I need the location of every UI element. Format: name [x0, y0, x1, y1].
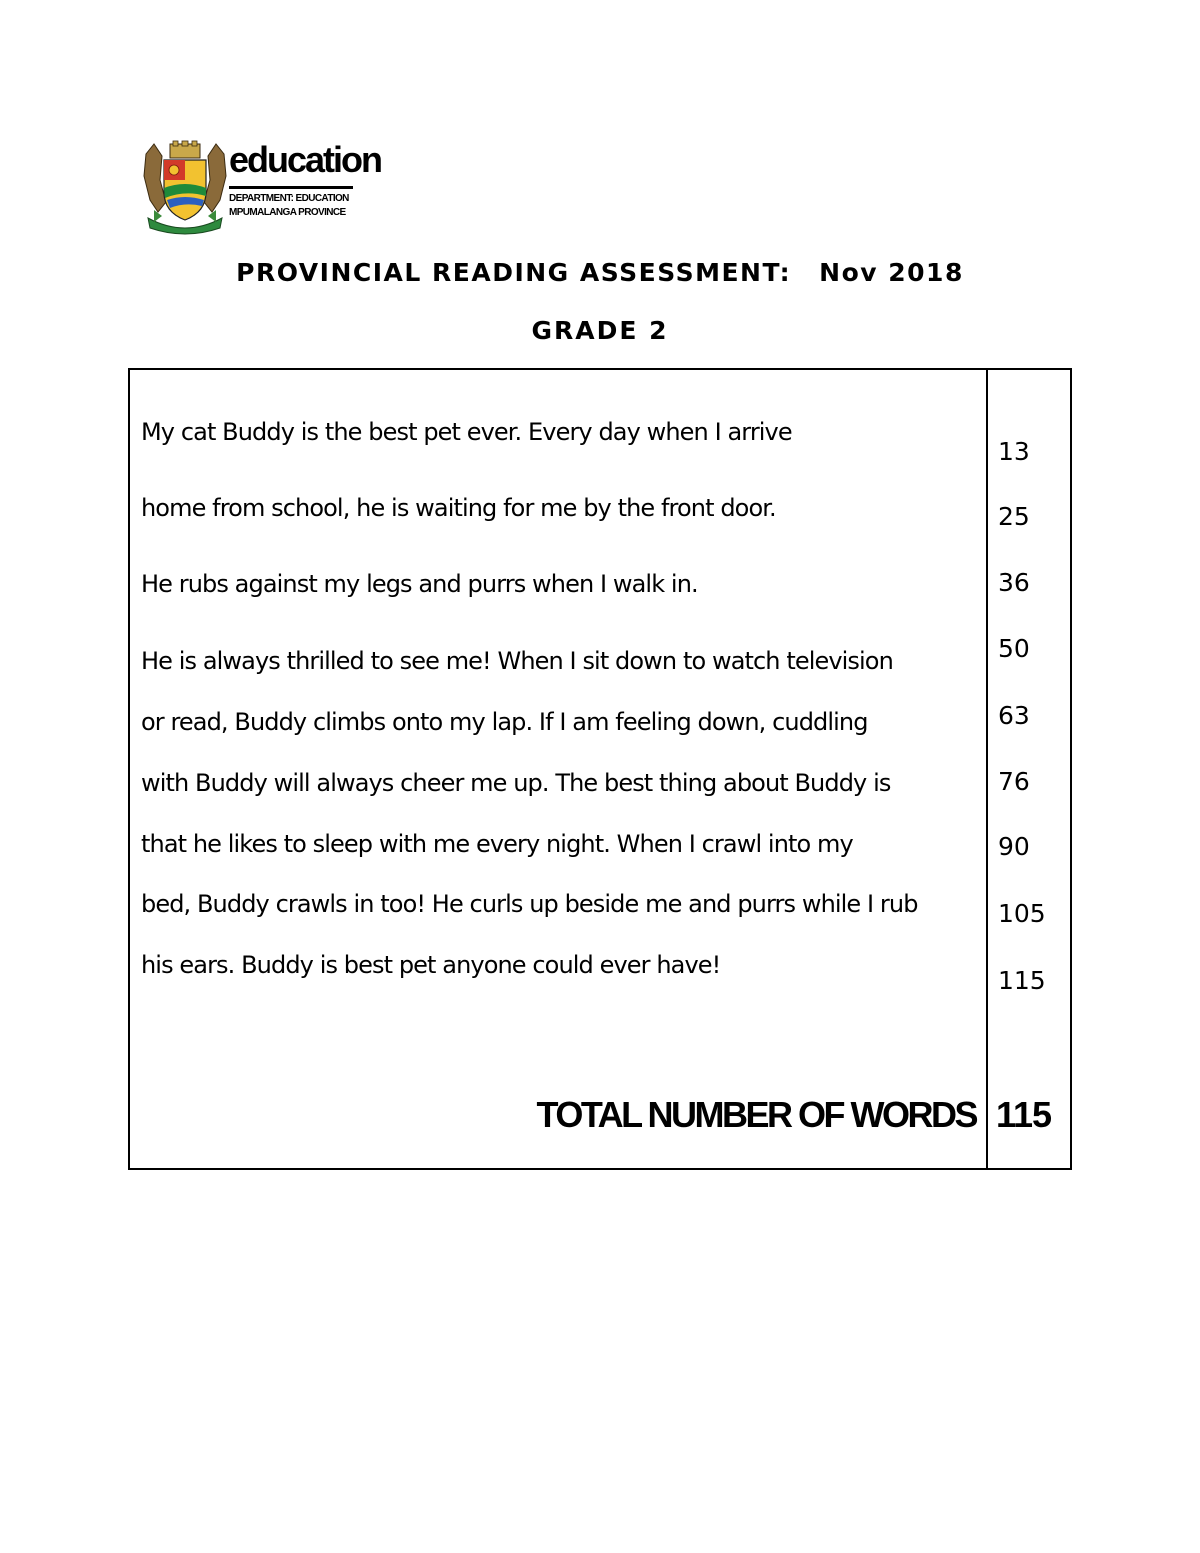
word-count-8: 105 — [998, 899, 1046, 928]
passage-line-7: that he likes to sleep with me every night. When I crawl into my — [141, 830, 853, 858]
word-count-4: 50 — [998, 634, 1030, 663]
education-department-logo — [140, 139, 382, 238]
column-divider — [986, 370, 988, 1168]
logo-wordmark: education — [229, 139, 382, 180]
passage-line-4: He is always thrilled to see me! When I sit down to watch television — [141, 647, 893, 675]
passage-line-8: bed, Buddy crawls in too! He curls up beside me and purrs while I rub — [141, 890, 918, 918]
word-count-7: 90 — [998, 832, 1030, 861]
total-words-value: 115 — [996, 1094, 1052, 1135]
mpumalanga-coat-of-arms-icon — [140, 140, 230, 238]
word-count-2: 25 — [998, 502, 1030, 531]
word-count-3: 36 — [998, 568, 1030, 597]
word-count-9: 115 — [998, 966, 1046, 995]
reading-passage-table — [128, 368, 1072, 1170]
word-count-1: 13 — [998, 437, 1030, 466]
passage-line-9: his ears. Buddy is best pet anyone could ever have! — [141, 951, 721, 979]
logo-department-text: DEPARTMENT: EDUCATION — [229, 193, 349, 204]
assessment-date: Nov 2018 — [819, 258, 964, 287]
passage-line-6: with Buddy will always cheer me up. The best thing about Buddy is — [141, 769, 891, 797]
passage-line-3: He rubs against my legs and purrs when I walk in. — [141, 570, 698, 598]
assessment-title: PROVINCIAL READING ASSESSMENT: — [236, 258, 792, 287]
logo-divider — [229, 186, 353, 189]
grade-heading: GRADE 2 — [531, 316, 669, 345]
word-count-5: 63 — [998, 701, 1030, 730]
logo-province-text: MPUMALANGA PROVINCE — [229, 207, 346, 218]
word-count-6: 76 — [998, 767, 1030, 796]
passage-line-5: or read, Buddy climbs onto my lap. If I am feeling down, cuddling — [141, 708, 868, 736]
passage-line-1: My cat Buddy is the best pet ever. Every day when I arrive — [141, 418, 792, 446]
total-words-label: TOTAL NUMBER OF WORDS — [536, 1094, 976, 1135]
passage-line-2: home from school, he is waiting for me by the front door. — [141, 494, 776, 522]
page-title — [0, 258, 1200, 287]
